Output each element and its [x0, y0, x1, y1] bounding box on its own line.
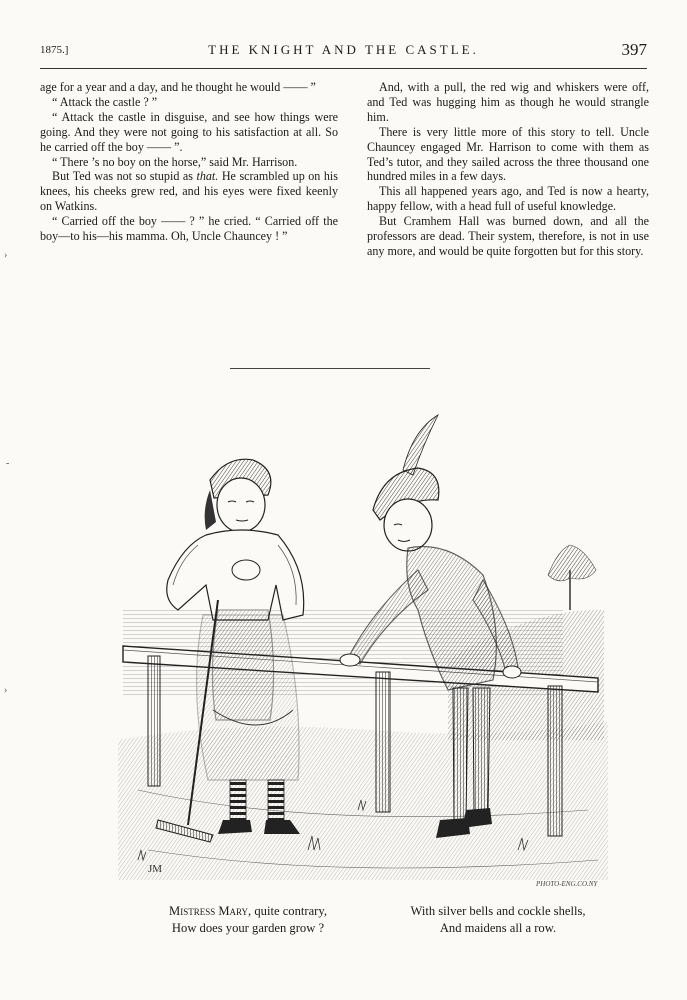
left-column [40, 80, 338, 244]
paragraph: This all happened years ago, and Ted is now a hearty, happy fellow, with a head full of useful knowledge. [367, 184, 649, 214]
page-number: 397 [621, 40, 647, 59]
header-title: THE KNIGHT AND THE CASTLE. [208, 42, 479, 57]
paragraph: age for a year and a day, and he thought he would —— ” [40, 80, 316, 94]
caption-name: Mistress Mary, [169, 904, 252, 918]
paragraph: And, with a pull, the red wig and whiskers were off, and Ted was hugging him as though he would strangle him. [367, 80, 649, 124]
paragraph [40, 169, 338, 214]
text-run: He scrambled up on his knees, his cheeks grew red, and his eyes were fixed keenly on Watkins. [40, 169, 338, 214]
caption-right [368, 903, 628, 937]
margin-mark: › [4, 685, 8, 696]
caption-line: How does your garden grow ? [171, 921, 325, 935]
paragraph: But Cramhem Hall was burned down, and all the professors are dead. Their system, therefore, is not in use any more, and would be quite forgotten but for this story. [367, 214, 649, 258]
margin-mark: › [4, 250, 8, 261]
paragraph: “ There ’s no boy on the horse,” said Mr. Harrison. [52, 154, 298, 169]
right-column [367, 80, 649, 259]
paragraph: “ Attack the castle ? ” [52, 94, 158, 109]
section-divider [230, 368, 430, 369]
artist-monogram: JM [148, 863, 163, 875]
engraving-illustration [118, 410, 614, 892]
engraver-mark: PHOTO-ENG.CO.NY [536, 880, 598, 888]
small-tree [548, 545, 596, 610]
header-year: 1875.] [40, 44, 69, 56]
caption-line: With silver bells and cockle shells, [410, 904, 586, 918]
paragraph: There is very little more of this story to tell. Uncle Chauncey engaged Mr. Harrison to come with them as Ted’s tutor, and they sailed across the three thousand one hundred miles in a few days. [367, 124, 649, 184]
text-run: But Ted was not so stupid as [52, 169, 197, 184]
caption-line: And maidens all a row. [439, 921, 557, 935]
emphasis: that. [196, 169, 219, 184]
caption-text: quite contrary, [251, 904, 327, 918]
margin-mark: - [6, 458, 10, 469]
paragraph: “ Attack the castle in disguise, and see how things were going. And they were not going to his satisfaction at all. So he carried off the boy —— ”. [40, 109, 338, 154]
caption-left [118, 903, 378, 937]
running-header [40, 40, 647, 69]
paragraph: “ Carried off the boy —— ? ” he cried. “ Carried off the boy—to his—his mamma. Oh, Uncle Chauncey ! ” [40, 214, 338, 244]
caption-line [118, 903, 378, 920]
engraving-svg [118, 410, 614, 892]
body-text [40, 80, 647, 330]
